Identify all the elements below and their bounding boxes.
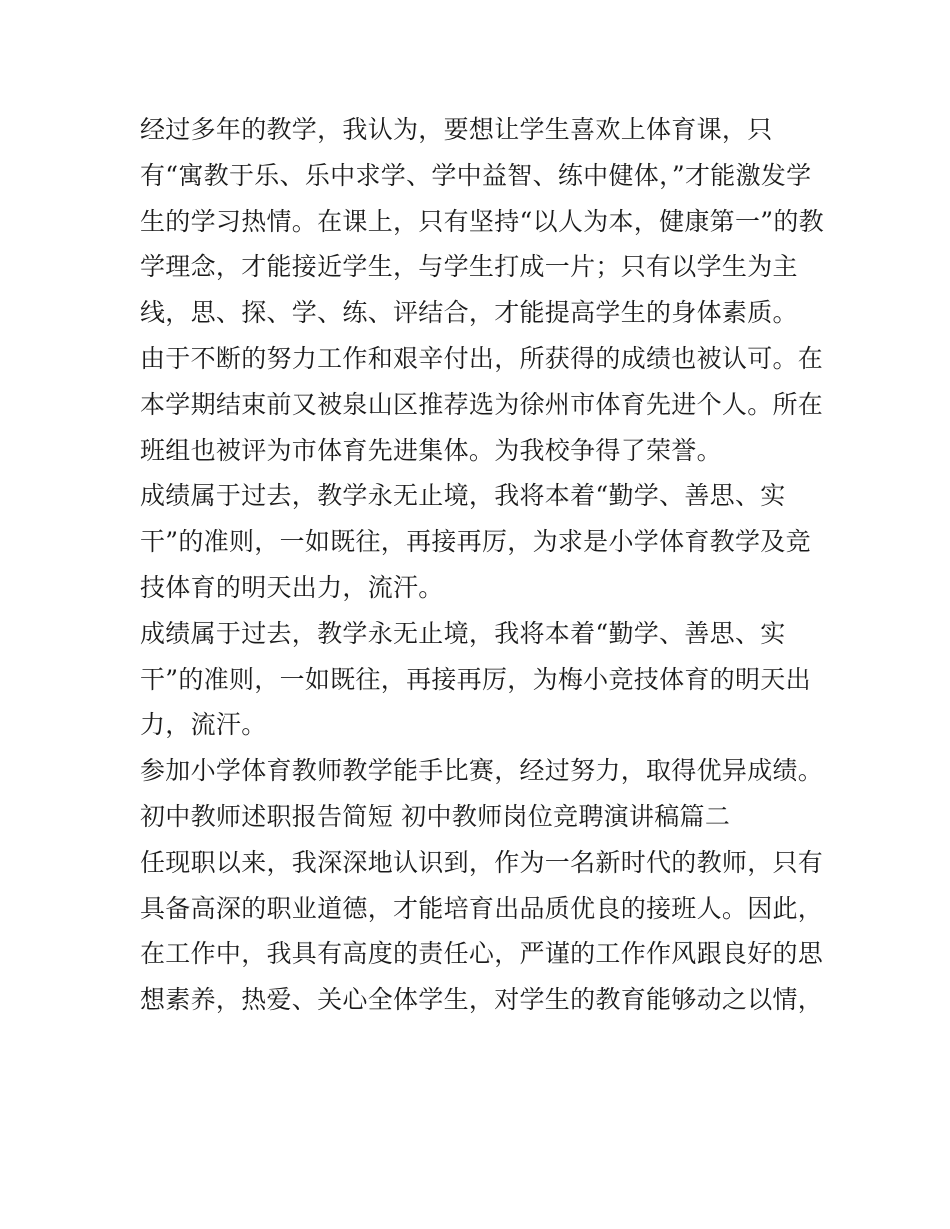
text-line: 班组也被评为市体育先进集体。为我校争得了荣誉。 [140,435,722,465]
text-line: 学理念，才能接近学生，与学生打成一片；只有以学生为主 [140,252,798,282]
text-line: 在工作中，我具有高度的责任心，严谨的工作作风跟良好的思 [140,939,824,969]
text-line: 任现职以来，我深深地认识到，作为一名新时代的教师，只有 [140,847,824,877]
text-line: 想素养，热爱、关心全体学生，对学生的教育能够动之以情， [140,985,824,1015]
text-line: 线，思、探、学、练、评结合，才能提高学生的身体素质。 [140,298,798,328]
text-line: 成绩属于过去，教学永无止境，我将本着“勤学、善思、实 [140,481,786,511]
text-line: 力，流汗。 [140,710,267,740]
document-body [140,107,824,1023]
text-line: 参加小学体育教师教学能手比赛，经过努力，取得优异成绩。 [140,756,824,786]
text-line: 干”的准则，一如既往，再接再厉，为梅小竞技体育的明天出 [140,664,811,694]
text-line: 由于不断的努力工作和艰辛付出，所获得的成绩也被认可。在 [140,343,824,373]
text-line: 技体育的明天出力，流汗。 [140,572,444,602]
text-line: 本学期结束前又被泉山区推荐选为徐州市体育先进个人。所在 [140,389,824,419]
text-line: 成绩属于过去，教学永无止境，我将本着“勤学、善思、实 [140,618,786,648]
text-line: 干”的准则，一如既往，再接再厉，为求是小学体育教学及竞 [140,527,811,557]
section-heading: 初中教师述职报告简短 初中教师岗位竞聘演讲稿篇二 [140,801,731,831]
text-line: 生的学习热情。在课上，只有坚持“以人为本，健康第一”的教 [140,206,824,236]
text-line: 具备高深的职业道德，才能培育出品质优良的接班人。因此， [140,893,824,923]
text-line: 经过多年的教学，我认为，要想让学生喜欢上体育课，只 [140,115,773,144]
text-line: 有“寓教于乐、乐中求学、学中益智、练中健体，”才能激发学 [140,160,812,190]
